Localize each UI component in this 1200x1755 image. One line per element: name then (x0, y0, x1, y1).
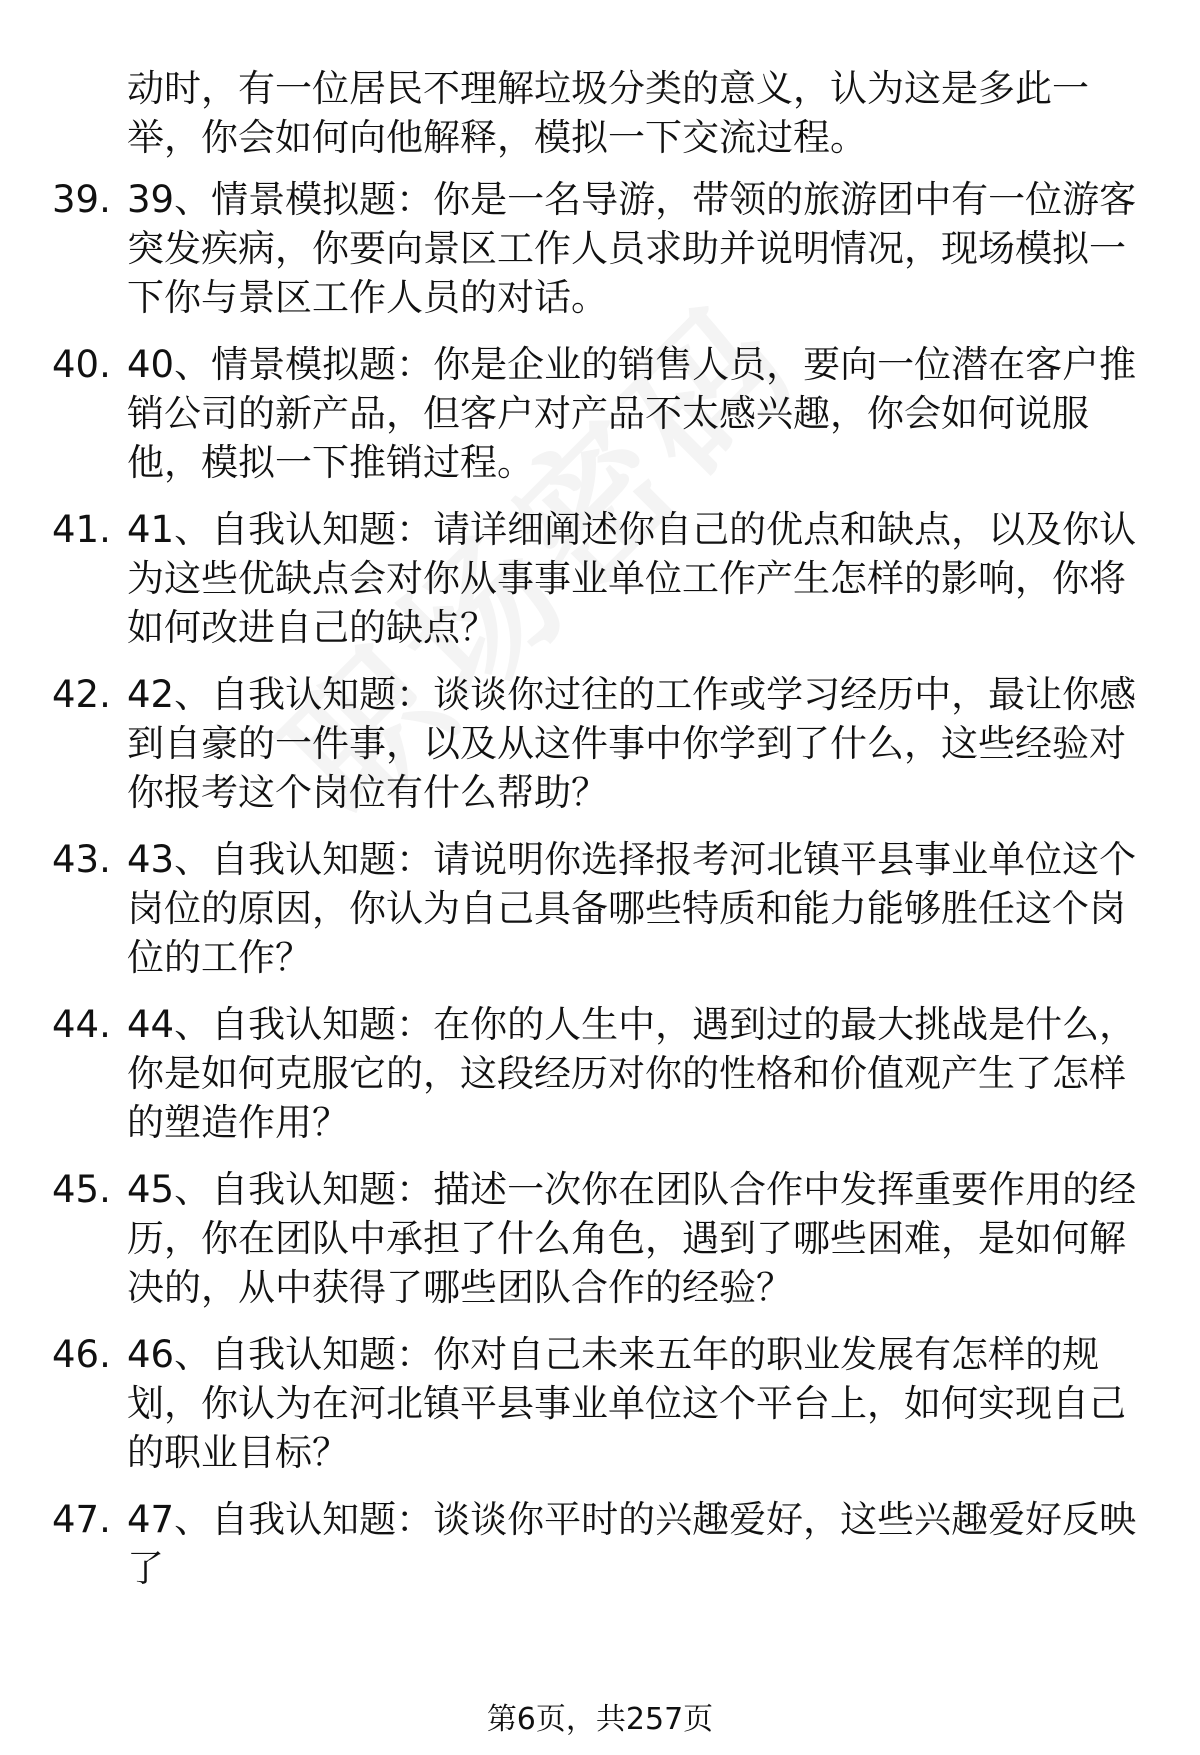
item-number: 42. (52, 673, 111, 716)
page-number-footer: 第6页，共257页 (486, 1702, 714, 1737)
item-text: 46、自我认知题：你对自己未来五年的职业发展有怎样的规划，你认为在河北镇平县事业单位这个平台上，如何实现自己的职业目标？ (127, 1333, 1126, 1474)
item-text: 41、自我认知题：请详细阐述你自己的优点和缺点，以及你认为这些优缺点会对你从事事业单位工作产生怎样的影响，你将如何改进自己的缺点？ (127, 508, 1137, 649)
item-number: 45. (52, 1168, 111, 1211)
item-text: 42、自我认知题：谈谈你过往的工作或学习经历中，最让你感到自豪的一件事，以及从这件事中你学到了什么，这些经验对你报考这个岗位有什么帮助？ (127, 673, 1137, 814)
item-number: 39. (52, 178, 111, 221)
item-text: 40、情景模拟题：你是企业的销售人员，要向一位潜在客户推销公司的新产品，但客户对产品不太感兴趣，你会如何说服他，模拟一下推销过程。 (127, 343, 1137, 484)
item-text: 45、自我认知题：描述一次你在团队合作中发挥重要作用的经历，你在团队中承担了什么角色，遇到了哪些困难，是如何解决的，从中获得了哪些团队合作的经验？ (127, 1168, 1137, 1309)
item-number: 41. (52, 508, 111, 551)
item-text: 43、自我认知题：请说明你选择报考河北镇平县事业单位这个岗位的原因，你认为自己具备哪些特质和能力能够胜任这个岗位的工作？ (127, 838, 1137, 979)
item-text: 47、自我认知题：谈谈你平时的兴趣爱好，这些兴趣爱好反映了 (127, 1498, 1137, 1590)
item-number: 44. (52, 1003, 111, 1046)
item-text: 44、自我认知题：在你的人生中，遇到过的最大挑战是什么，你是如何克服它的，这段经历对你的性格和价值观产生了怎样的塑造作用？ (127, 1003, 1137, 1144)
item-number: 47. (52, 1498, 111, 1541)
item-number: 43. (52, 838, 111, 881)
continued-paragraph: 动时，有一位居民不理解垃圾分类的意义，认为这是多此一举，你会如何向他解释，模拟一下交流过程。 (127, 67, 1089, 159)
item-number: 46. (52, 1333, 111, 1376)
item-text: 39、情景模拟题：你是一名导游，带领的旅游团中有一位游客突发疾病，你要向景区工作人员求助并说明情况，现场模拟一下你与景区工作人员的对话。 (127, 178, 1137, 319)
item-number: 40. (52, 343, 111, 386)
